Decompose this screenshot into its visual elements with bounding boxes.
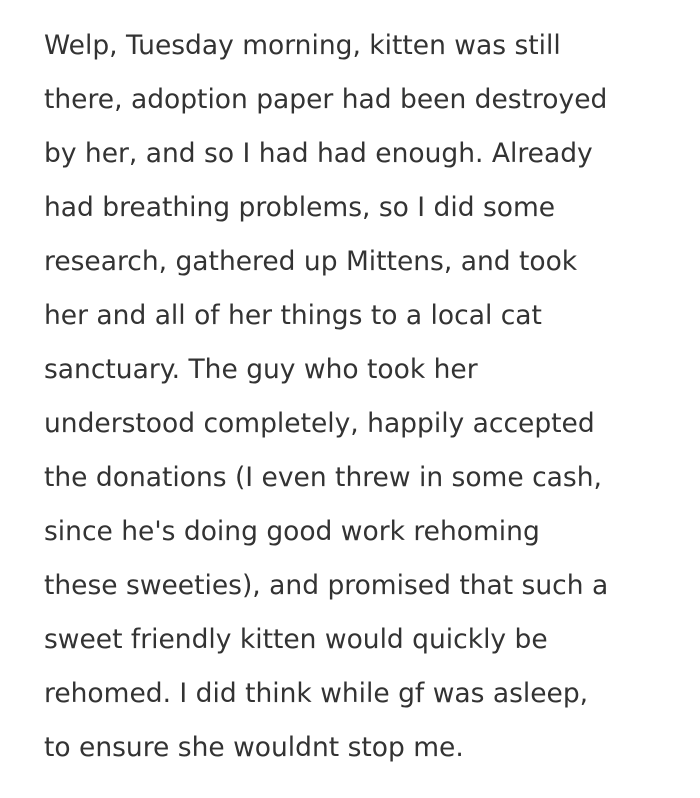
paragraph-line: her and all of her things to a local cat — [44, 300, 542, 331]
paragraph-line: the donations (I even threw in some cash, — [44, 462, 602, 493]
paragraph-line: had breathing problems, so I did some — [44, 192, 556, 223]
paragraph-line: research, gathered up Mittens, and took — [44, 246, 578, 277]
story-paragraph — [44, 19, 684, 775]
paragraph-line: sanctuary. The guy who took her — [44, 354, 478, 385]
paragraph-line: there, adoption paper had been destroyed — [44, 84, 608, 115]
paragraph-line: by her, and so I had had enough. Already — [44, 138, 593, 169]
paragraph-line: understood completely, happily accepted — [44, 408, 595, 439]
paragraph-line: rehomed. I did think while gf was asleep, — [44, 678, 589, 709]
paragraph-line: to ensure she wouldnt stop me. — [44, 732, 464, 763]
paragraph-line: since he's doing good work rehoming — [44, 516, 540, 547]
paragraph-line: Welp, Tuesday morning, kitten was still — [44, 30, 561, 61]
paragraph-line: these sweeties), and promised that such a — [44, 570, 609, 601]
paragraph-line: sweet friendly kitten would quickly be — [44, 624, 548, 655]
